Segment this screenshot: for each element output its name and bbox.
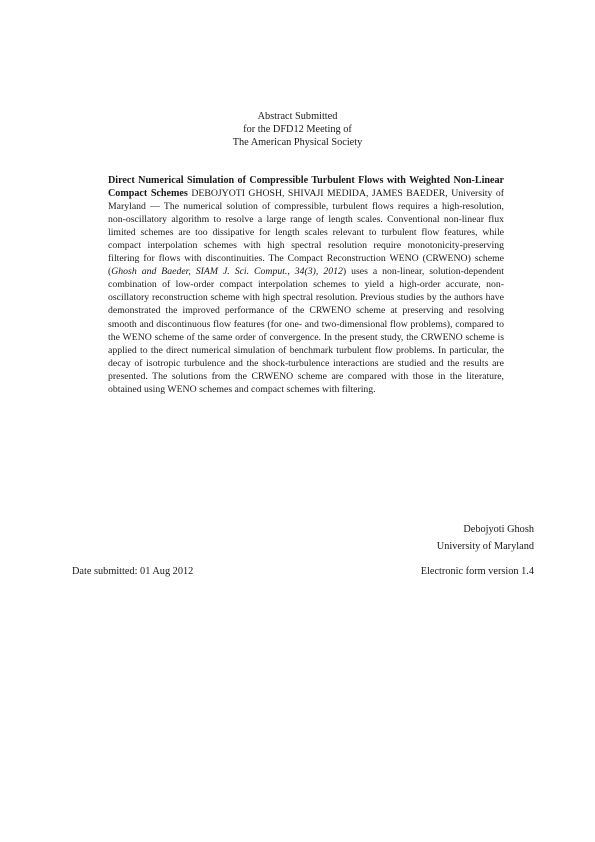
abstract-citation: Ghosh and Baeder, SIAM J. Sci. Comput., 34(3), 2012 xyxy=(111,266,343,278)
date-submitted: Date submitted: 01 Aug 2012 xyxy=(72,566,194,577)
abstract-text-part-1: The numerical solution of compressible, turbulent flows requires a high-resolution, non-oscillatory algorithm to resolve a large range of length scales. Conventional non-linear flux limited schemes are too dissipative for length scales relevant to turbulent flow features, while compact interpolation schemes with high spectral resolution require monotonicity-preserving filtering for flows with discontinuities. The Compact Reconstruction WENO (CRWENO) scheme ( xyxy=(108,201,504,278)
signature-name: Debojyoti Ghosh xyxy=(463,524,534,535)
abstract-separator: — xyxy=(145,201,164,213)
header-line-abstract-submitted: Abstract Submitted xyxy=(257,111,338,122)
abstract-authors: DEBOJYOTI GHOSH, SHIVAJI MEDIDA, JAMES BAEDER, University of Maryland xyxy=(108,188,504,213)
header-line-society: The American Physical Society xyxy=(232,137,363,149)
header-line-meeting: for the DFD12 Meeting of xyxy=(243,124,352,136)
abstract-text-part-2: ) uses a non-linear, solution-dependent combination of low-order compact interpolation schemes to yield a high-order accurate, non-oscillatory reconstruction scheme with high spectral resolution. Previous studies by the authors have demonstrated the improved performance of the CRWENO scheme at preserving and resolving smooth and discontinuous flow features (for one- and two-dimensional flow problems), compared to the WENO scheme of the same order of convergence. In the present study, the CRWENO scheme is applied to the direct numerical simulation of benchmark turbulent flow problems. In particular, the decay of isotropic turbulence and the shock-turbulence interactions are studied and the results are presented. The solutions from the CRWENO scheme are compared with those in the literature, obtained using WENO schemes and compact schemes with filtering. xyxy=(108,266,504,395)
signature-block xyxy=(437,522,534,555)
abstract-title: Direct Numerical Simulation of Compressible Turbulent Flows with Weighted Non-Linear Compact Schemes xyxy=(108,175,504,200)
submission-header xyxy=(0,110,595,150)
abstract-body xyxy=(108,174,504,396)
signature-affiliation: University of Maryland xyxy=(436,540,534,552)
form-version: Electronic form version 1.4 xyxy=(420,566,534,577)
